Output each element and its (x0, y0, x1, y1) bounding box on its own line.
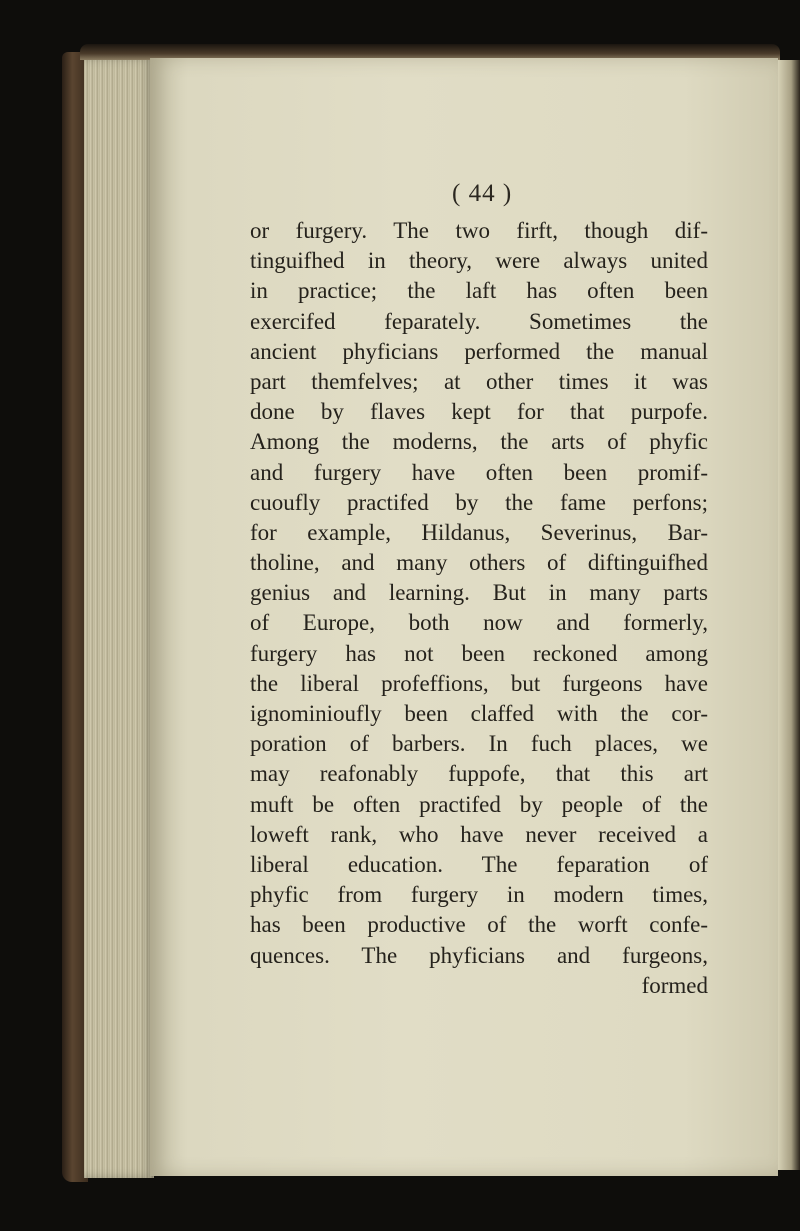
text-line: exercifed feparately. Sometimes the (250, 308, 708, 334)
text-line: furgery has not been reckoned among (250, 640, 708, 666)
text-line: liberal education. The feparation of (250, 851, 708, 877)
text-line: for example, Hildanus, Severinus, Bar- (250, 519, 708, 545)
text-line: genius and learning. But in many parts (250, 580, 708, 606)
page-edges (84, 58, 154, 1178)
text-line: of Europe, both now and formerly, (250, 610, 708, 636)
text-line: cuoufly practifed by the fame perfons; (250, 489, 708, 515)
text-line: quences. The phyficians and furgeons, (250, 942, 708, 968)
page-number-header: ( 44 ) (452, 180, 513, 207)
text-line: and furgery have often been promif- (250, 459, 708, 485)
text-line: or furgery. The two firft, though dif- (250, 218, 708, 243)
text-line: muft be often practifed by people of the (250, 791, 708, 817)
text-line: ignominioufly been claffed with the cor- (250, 701, 708, 726)
text-line: in practice; the laft has often been (250, 278, 708, 304)
text-line: tholine, and many others of diftinguifhed (250, 550, 708, 576)
text-line: Among the moderns, the arts of phyfic (250, 429, 708, 455)
text-line: done by flaves kept for that purpofe. (250, 399, 708, 425)
text-line: poration of barbers. In fuch places, we (250, 731, 708, 757)
text-line: loweft rank, who have never received a (250, 821, 708, 847)
page-right-edge (778, 60, 800, 1170)
text-line: phyfic from furgery in modern times, (250, 882, 708, 908)
text-line: tinguifhed in theory, were always united (250, 248, 708, 274)
text-line: ancient phyficians performed the manual (250, 338, 708, 364)
text-line: part themfelves; at other times it was (250, 368, 708, 394)
text-line: the liberal profeffions, but furgeons have (250, 670, 708, 696)
text-line: has been productive of the worft confe- (250, 912, 708, 938)
body-text (250, 216, 708, 1001)
catchword: formed (641, 972, 708, 998)
text-line: may reafonably fuppofe, that this art (250, 761, 708, 787)
